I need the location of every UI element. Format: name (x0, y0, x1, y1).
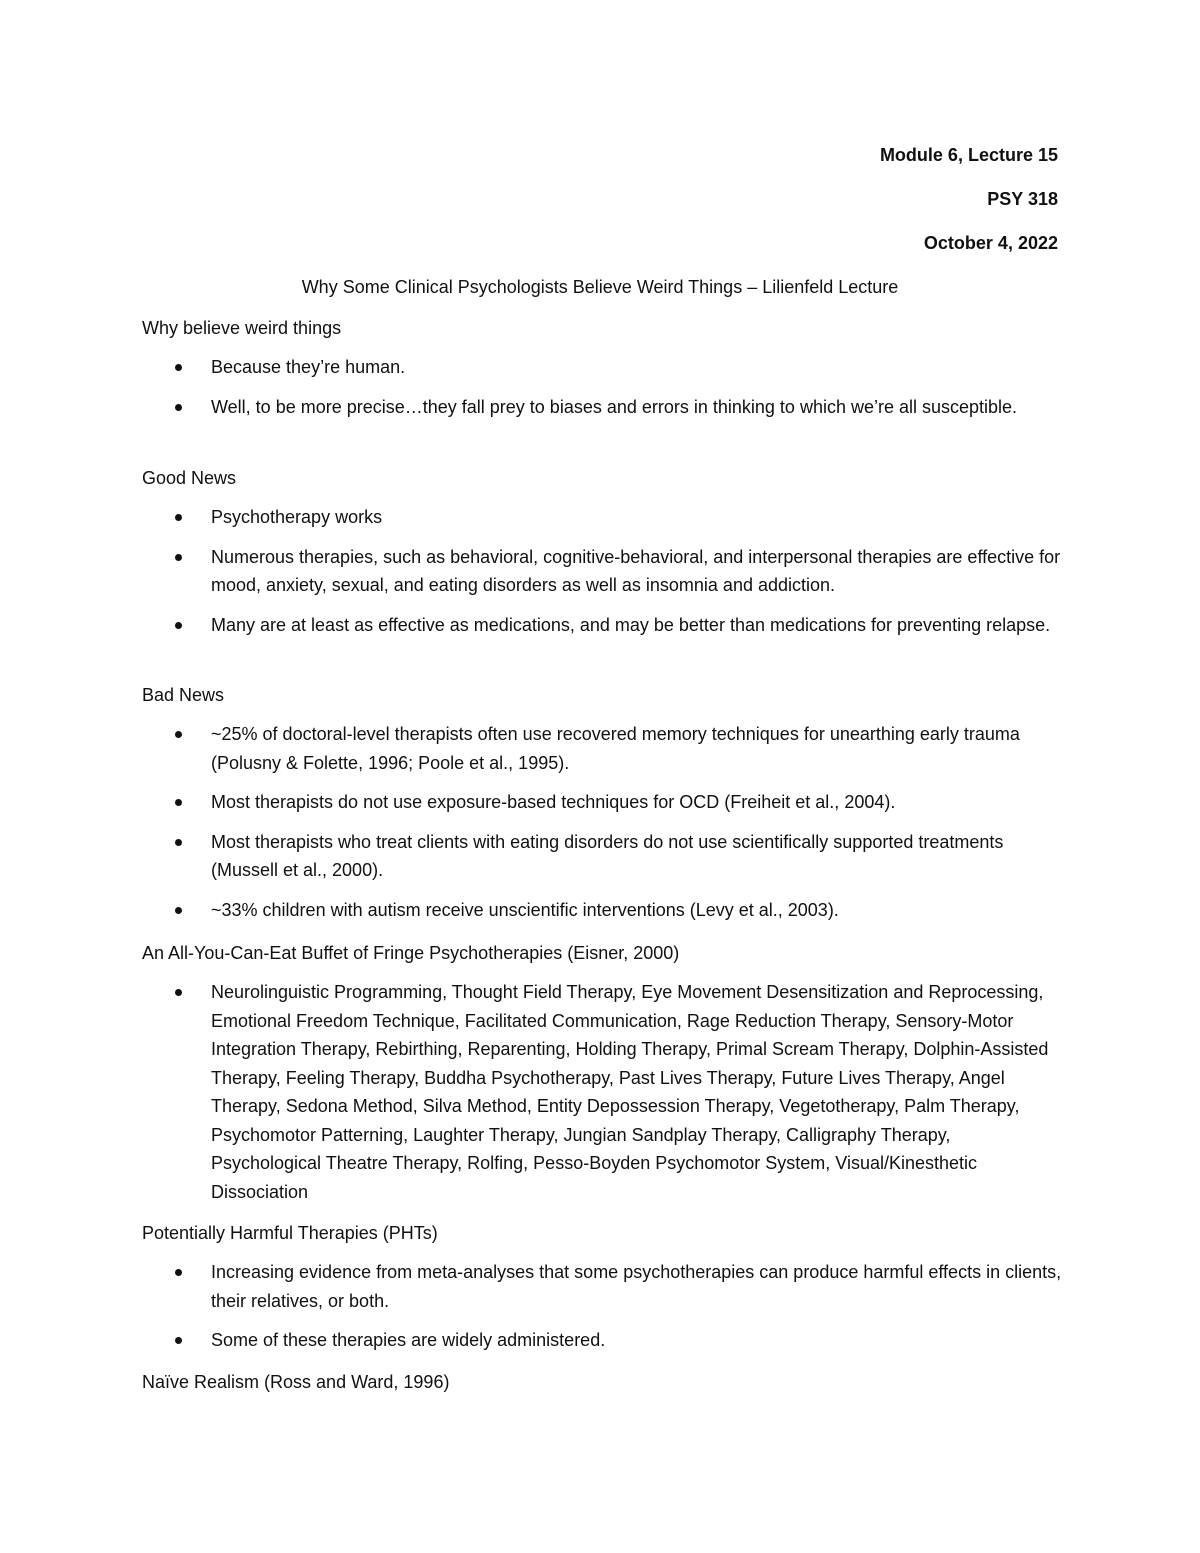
document-title: Why Some Clinical Psychologists Believe Weird Things – Lilienfeld Lecture (301, 277, 899, 297)
course-code: PSY 318 (987, 189, 1058, 209)
bullet-list (142, 353, 1062, 421)
list-item-text: Some of these therapies are widely administered. (211, 1330, 606, 1350)
list-item-text: Most therapists do not use exposure-based techniques for OCD (Freiheit et al., 2004). (211, 792, 896, 812)
list-item (142, 978, 1062, 1206)
section-good-news (142, 464, 1062, 639)
list-item (142, 720, 1062, 777)
list-item-text: ~25% of doctoral-level therapists often use recovered memory techniques for unearthing early trauma (Polusny & Folette, 1996; Poole et al., 1995). (211, 724, 1020, 773)
list-item (142, 788, 1062, 817)
list-item-text: Increasing evidence from meta-analyses that some psychotherapies can produce harmful effects in clients, their relatives, or both. (211, 1262, 1062, 1311)
section-why-believe (142, 314, 1062, 421)
section-heading: An All-You-Can-Eat Buffet of Fringe Psychotherapies (Eisner, 2000) (142, 943, 680, 963)
bullet-dot-icon (175, 554, 182, 561)
bullet-list (142, 1258, 1062, 1355)
bullet-dot-icon (175, 404, 182, 411)
bullet-dot-icon (175, 1269, 182, 1276)
section-bad-news (142, 681, 1062, 924)
section-heading: Bad News (142, 685, 225, 705)
list-item (142, 611, 1062, 640)
section-heading: Good News (142, 468, 237, 488)
list-item-text: Neurolinguistic Programming, Thought Field Therapy, Eye Movement Desensitization and Reprocessing, Emotional Freedom Technique, Facilitated Communication, Rage Reduction Therapy, Sensory-Motor Integration Therapy, Rebirthing, Reparenting, Holding Therapy, Primal Scream Therapy, Dolphin-Assisted Therapy, Feeling Therapy, Buddha Psychotherapy, Past Lives Therapy, Future Lives Therapy, Angel Therapy, Sedona Method, Silva Method, Entity Depossession Therapy, Vegetotherapy, Palm Therapy, Psychomotor Patterning, Laughter Therapy, Jungian Sandplay Therapy, Calligraphy Therapy, Psychological Theatre Therapy, Rolfing, Pesso-Boyden Psychomotor System, Visual/Kinesthetic Dissociation (211, 982, 1049, 1202)
bullet-dot-icon (175, 1337, 182, 1344)
list-item (142, 1326, 1062, 1355)
list-item-text: Most therapists who treat clients with eating disorders do not use scientifically supported treatments (Mussell et al., 2000). (211, 831, 1004, 880)
bullet-list (142, 503, 1062, 639)
section-potentially-harmful-therapies (142, 1219, 1062, 1355)
list-item (142, 503, 1062, 532)
list-item-text: Psychotherapy works (211, 507, 383, 527)
section-heading: Naïve Realism (Ross and Ward, 1996) (142, 1372, 450, 1392)
list-item-text: Numerous therapies, such as behavioral, cognitive-behavioral, and interpersonal therapies are effective for mood, anxiety, sexual, and eating disorders as well as insomnia and addiction. (211, 546, 1061, 595)
bullet-dot-icon (175, 907, 182, 914)
list-item (142, 1258, 1062, 1315)
module-lecture-label: Module 6, Lecture 15 (879, 145, 1058, 165)
list-item-text: Many are at least as effective as medications, and may be better than medications for preventing relapse. (211, 614, 1051, 635)
list-item-text: ~33% children with autism receive unscientific interventions (Levy et al., 2003). (211, 899, 839, 920)
bullet-dot-icon (175, 799, 182, 806)
list-item-text: Because they’re human. (211, 357, 406, 377)
bullet-dot-icon (175, 839, 182, 846)
section-fringe-psychotherapies (142, 939, 1062, 1206)
bullet-dot-icon (175, 514, 182, 521)
bullet-dot-icon (175, 622, 182, 629)
bullet-dot-icon (175, 364, 182, 371)
bullet-list (142, 720, 1062, 924)
lecture-date: October 4, 2022 (923, 233, 1058, 253)
bullet-list (142, 978, 1062, 1206)
list-item (142, 896, 1062, 925)
bullet-dot-icon (175, 731, 182, 738)
section-naive-realism (142, 1368, 1062, 1396)
list-item (142, 543, 1062, 600)
list-item (142, 828, 1062, 885)
list-item (142, 393, 1062, 422)
bullet-dot-icon (175, 989, 182, 996)
section-heading: Why believe weird things (142, 318, 342, 338)
list-item-text: Well, to be more precise…they fall prey to biases and errors in thinking to which we’re all susceptible. (211, 396, 1018, 417)
section-heading: Potentially Harmful Therapies (PHTs) (142, 1223, 438, 1243)
list-item (142, 353, 1062, 382)
